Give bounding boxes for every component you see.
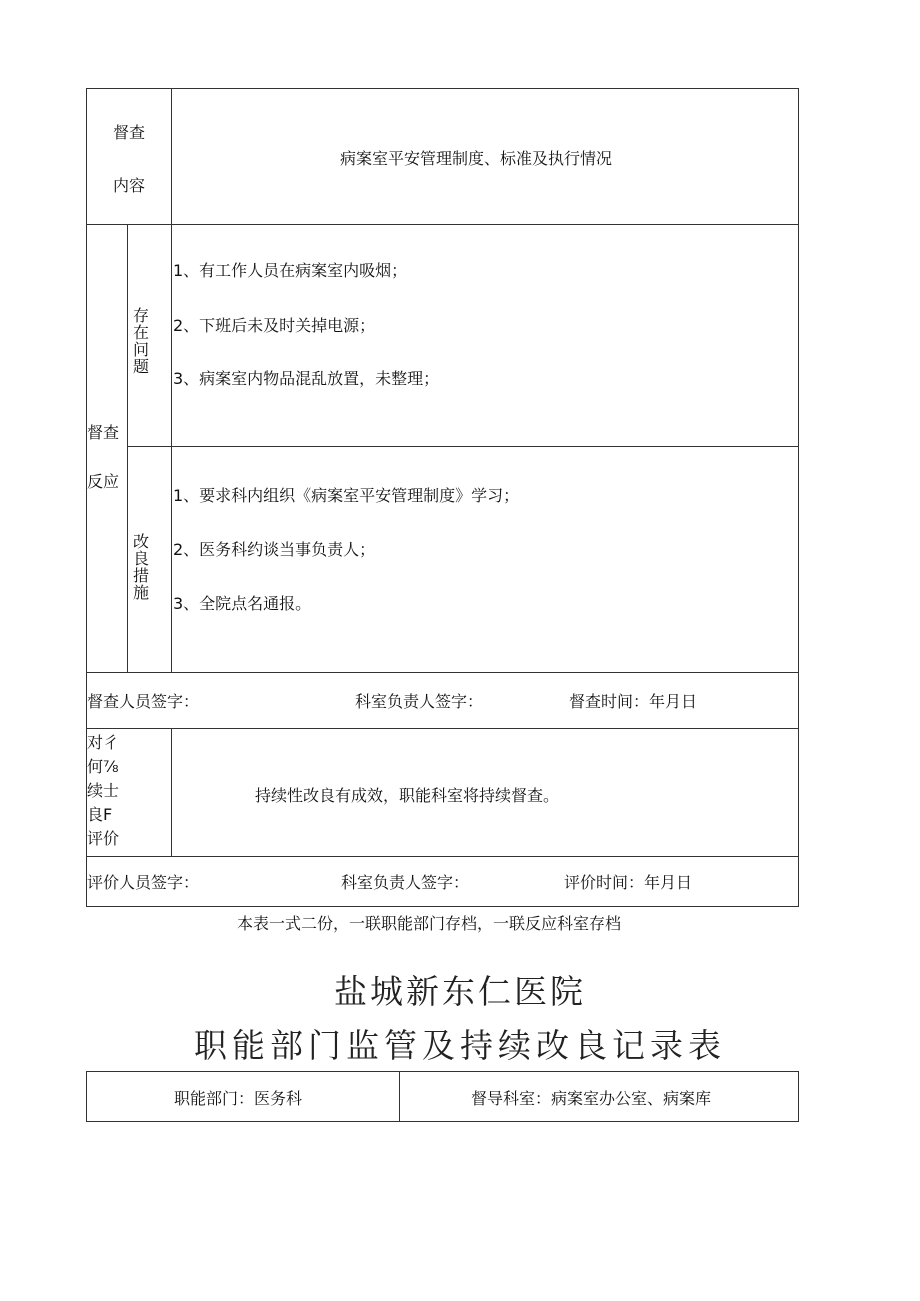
hospital-name: 盐城新东仁医院	[334, 972, 586, 1011]
measure-item: 2、医务科约谈当事负责人；	[173, 540, 376, 559]
inspection-time-label: 督查时间：年月日	[569, 692, 698, 711]
measure-item: 1、要求科内组织《病案室平安管理制度》学习；	[173, 486, 520, 505]
content-label-line1: 督查	[113, 123, 146, 142]
evaluation-time-label: 评价时间：年月日	[564, 873, 693, 892]
eval-label-line: 何⅞	[87, 757, 119, 776]
eval-value: 持续性改良有成效，职能科室将持续督查。	[255, 786, 560, 805]
content-label-line2: 内容	[113, 176, 146, 195]
issue-item: 3、病案室内物品混乱放置，未整理；	[173, 369, 440, 388]
measures-label: 改良措施	[132, 532, 149, 602]
measure-item: 3、全院点名通报。	[173, 594, 312, 613]
feedback-label-line1: 督查	[87, 423, 120, 442]
supervised-department: 督导科室：病案室办公室、病案库	[471, 1089, 712, 1108]
dept-head-signature-label-2: 科室负责人签字：	[341, 873, 470, 892]
footnote: 本表一式二份，一联职能部门存档，一联反应科室存档	[237, 914, 622, 933]
issue-item: 1、有工作人员在病案室内吸烟；	[173, 261, 408, 280]
issues-label: 存在问题	[132, 306, 149, 376]
content-value: 病案室平安管理制度、标准及执行情况	[340, 149, 613, 168]
eval-label-line: 对彳	[87, 733, 120, 752]
form-title: 职能部门监管及持续改良记录表	[194, 1026, 726, 1065]
feedback-label-line2: 反应	[87, 472, 120, 491]
eval-label-line: 评价	[87, 829, 120, 848]
dept-head-signature-label: 科室负责人签字：	[355, 692, 484, 711]
evaluator-signature-label: 评价人员签字：	[87, 873, 200, 892]
eval-label-line: 良F	[87, 805, 113, 824]
eval-label-line: 续士	[87, 781, 120, 800]
issue-item: 2、下班后未及时关掉电源；	[173, 316, 376, 335]
functional-department: 职能部门：医务科	[174, 1089, 303, 1108]
inspector-signature-label: 督查人员签字：	[87, 692, 200, 711]
